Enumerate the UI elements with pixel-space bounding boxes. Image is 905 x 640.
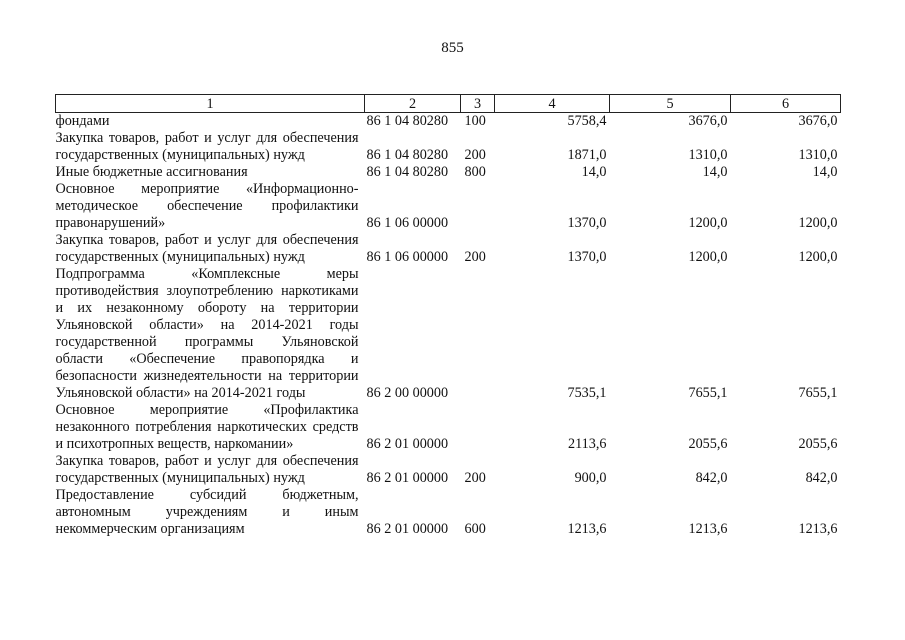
- row-value-col5: 842,0: [695, 470, 728, 486]
- row-value-col4: 5758,4: [567, 113, 607, 129]
- row-expense-type: 200: [464, 470, 486, 486]
- row-expense-type: 800: [464, 164, 486, 180]
- row-value-col5: 1200,0: [688, 249, 728, 265]
- header-col-5: 5: [610, 95, 731, 113]
- row-expense-type: 200: [464, 249, 486, 265]
- row-expense-type: 200: [464, 147, 486, 163]
- row-target-code: 86 2 01 00000: [366, 521, 449, 537]
- row-value-col4: 14,0: [581, 164, 607, 180]
- row-target-code: 86 1 04 80280: [366, 147, 449, 163]
- row-target-code: 86 1 06 00000: [366, 249, 449, 265]
- row-value-col6: 3676,0: [798, 113, 838, 129]
- row-value-col6: 2055,6: [798, 436, 838, 452]
- table-row: [56, 487, 841, 538]
- row-description: Иные бюджетные ассигнования: [55, 164, 248, 180]
- row-description: Закупка товаров, работ и услуг для обеспечения государственных (муниципальных) нужд: [55, 130, 359, 163]
- row-value-col5: 2055,6: [688, 436, 728, 452]
- row-value-col4: 2113,6: [568, 436, 607, 452]
- row-target-code: 86 2 01 00000: [366, 436, 449, 452]
- page-number: 855: [441, 40, 464, 56]
- row-value-col6: 842,0: [805, 470, 838, 486]
- row-expense-type: [461, 266, 495, 402]
- row-value-col4: 900,0: [574, 470, 607, 486]
- header-col-3: 3: [461, 95, 495, 113]
- table-row: [56, 130, 841, 164]
- row-description: Подпрограмма «Комплексные меры противодействия злоупотреблению наркотиками и их незаконному обороту на территории Ульяновской области» на 2014-2021 годы государственной программы Ульяновской области «Обеспечение правопорядка и безопасности жизнедеятельности на территории Ульяновской области» на 2014-2021 годы: [55, 266, 359, 401]
- row-expense-type: [461, 402, 495, 453]
- row-value-col5: 14,0: [702, 164, 728, 180]
- row-target-code: 86 2 01 00000: [366, 470, 449, 486]
- row-value-col6: 1200,0: [798, 249, 838, 265]
- row-expense-type: [461, 181, 495, 232]
- table-header-row: [56, 95, 841, 113]
- table-row: [56, 181, 841, 232]
- row-value-col4: 1370,0: [567, 249, 607, 265]
- row-value-col5: 7655,1: [688, 385, 728, 401]
- row-value-col5: 1310,0: [688, 147, 728, 163]
- row-target-code: 86 1 04 80280: [366, 113, 449, 129]
- header-col-1: 1: [56, 95, 365, 113]
- table-row: [56, 113, 841, 131]
- table-row: [56, 402, 841, 453]
- row-value-col6: 1200,0: [798, 215, 838, 231]
- table-row: [56, 453, 841, 487]
- row-value-col4: 7535,1: [567, 385, 607, 401]
- row-value-col5: 3676,0: [688, 113, 728, 129]
- row-expense-type: 600: [464, 521, 486, 537]
- row-description: Основное мероприятие «Профилактика незаконного потребления наркотических средств и психотропных веществ, наркомании»: [55, 402, 359, 452]
- table-row: [56, 266, 841, 402]
- row-value-col4: 1871,0: [567, 147, 607, 163]
- budget-table: [55, 94, 841, 538]
- row-value-col6: 1310,0: [798, 147, 838, 163]
- row-description: Предоставление субсидий бюджетным, автономным учреждениям и иным некоммерческим организациям: [55, 487, 359, 537]
- row-value-col6: 14,0: [812, 164, 838, 180]
- header-col-4: 4: [495, 95, 610, 113]
- header-col-2: 2: [365, 95, 461, 113]
- row-description: Закупка товаров, работ и услуг для обеспечения государственных (муниципальных) нужд: [55, 453, 359, 486]
- row-expense-type: 100: [464, 113, 486, 129]
- row-description: фондами: [55, 113, 110, 129]
- row-value-col6: 7655,1: [798, 385, 838, 401]
- row-value-col4: 1370,0: [567, 215, 607, 231]
- row-value-col6: 1213,6: [798, 521, 838, 537]
- row-target-code: 86 1 06 00000: [366, 215, 449, 231]
- row-target-code: 86 2 00 00000: [366, 385, 449, 401]
- table-row: [56, 232, 841, 266]
- header-col-6: 6: [731, 95, 841, 113]
- row-target-code: 86 1 04 80280: [366, 164, 449, 180]
- row-description: Основное мероприятие «Информационно-методическое обеспечение профилактики правонарушений»: [55, 181, 359, 231]
- row-value-col4: 1213,6: [567, 521, 607, 537]
- row-description: Закупка товаров, работ и услуг для обеспечения государственных (муниципальных) нужд: [55, 232, 359, 265]
- table-row: [56, 164, 841, 181]
- row-value-col5: 1213,6: [688, 521, 728, 537]
- row-value-col5: 1200,0: [688, 215, 728, 231]
